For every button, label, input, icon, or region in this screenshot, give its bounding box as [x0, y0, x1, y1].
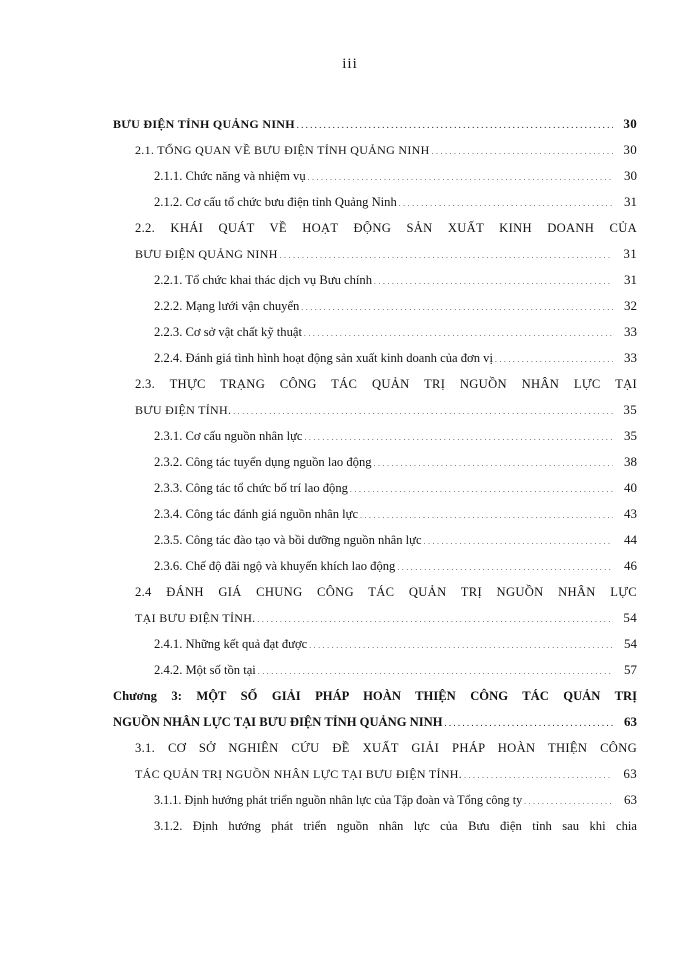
- toc-entry[interactable]: [113, 166, 637, 192]
- toc-entry[interactable]: [113, 452, 637, 478]
- toc-entry[interactable]: [113, 556, 637, 582]
- toc-entry[interactable]: [113, 608, 637, 634]
- toc-entry[interactable]: [113, 504, 637, 530]
- toc-entry[interactable]: [113, 296, 637, 322]
- toc-entry-page: 31: [624, 272, 637, 287]
- toc-entry[interactable]: [113, 114, 637, 140]
- toc-entry-title: BƯU ĐIỆN QUẢNG NINH: [135, 247, 278, 261]
- toc-entry[interactable]: [113, 270, 637, 296]
- toc-entry-page: 35: [624, 428, 637, 443]
- toc-entry-title: 2.2. KHÁI QUÁT VỀ HOẠT ĐỘNG SẢN XUẤT KINH DOANH CỦA: [135, 221, 637, 235]
- toc-entry[interactable]: [113, 478, 637, 504]
- toc-entry[interactable]: [113, 426, 637, 452]
- toc-entry-title: BƯU ĐIỆN TỈNH.: [135, 403, 232, 417]
- toc-entry-title: 2.3.4. Công tác đánh giá nguồn nhân lực: [154, 507, 359, 521]
- toc-entry-page: 31: [623, 246, 637, 261]
- toc-entry[interactable]: [113, 660, 637, 686]
- toc-entry-title: 3.1.2. Định hướng phát triển nguồn nhân lực của Bưu điện tỉnh sau khi chia: [154, 819, 637, 833]
- toc-entry-wrap[interactable]: [113, 686, 637, 712]
- toc-entry[interactable]: [113, 192, 637, 218]
- toc-entry-page: 38: [624, 454, 637, 469]
- toc-entry-page: 30: [624, 168, 637, 183]
- toc-entry-page: 54: [624, 636, 637, 651]
- toc-entry-title: 2.1.2. Cơ cấu tổ chức bưu điện tỉnh Quảng Ninh: [154, 195, 397, 209]
- toc-entry[interactable]: [113, 140, 637, 166]
- toc-entry-page: 54: [623, 610, 637, 625]
- page-number: iii: [342, 56, 358, 72]
- toc-entry-title: 3.1.1. Định hướng phát triển nguồn nhân lực của Tập đoàn và Tổng công ty: [154, 793, 523, 807]
- toc-entry-title: 2.2.3. Cơ sở vật chất kỹ thuật: [154, 325, 302, 339]
- toc-entry-title: 2.3.3. Công tác tổ chức bố trí lao động: [154, 481, 348, 495]
- toc-entry-title: 2.4.2. Một số tồn tại: [154, 663, 256, 677]
- toc-entry-title: Chương 3: MỘT SỐ GIẢI PHÁP HOÀN THIỆN CÔNG TÁC QUẢN TRỊ: [113, 689, 637, 703]
- toc-entry[interactable]: [113, 244, 637, 270]
- toc-entry-page: 31: [624, 194, 637, 209]
- toc-entry-title: 2.3.2. Công tác tuyển dụng nguồn lao động: [154, 455, 372, 469]
- toc-entry-page: 46: [624, 558, 637, 573]
- toc-entry-page: 44: [624, 532, 637, 547]
- toc-entry[interactable]: [113, 322, 637, 348]
- toc-entry-wrap[interactable]: [113, 816, 637, 842]
- toc-entry-title: 2.3. THỰC TRẠNG CÔNG TÁC QUẢN TRỊ NGUỒN NHÂN LỰC TẠI: [135, 377, 637, 391]
- toc-entry-title: 3.1. CƠ SỞ NGHIÊN CỨU ĐỀ XUẤT GIẢI PHÁP HOÀN THIỆN CÔNG: [135, 741, 637, 755]
- toc-entry-title: 2.1. TỔNG QUAN VỀ BƯU ĐIỆN TỈNH QUẢNG NINH: [135, 143, 430, 157]
- toc-entry-title: NGUỒN NHÂN LỰC TẠI BƯU ĐIỆN TỈNH QUẢNG NINH: [113, 715, 443, 729]
- toc-entry-page: 35: [623, 402, 637, 417]
- toc-entry[interactable]: [113, 400, 637, 426]
- toc-entry-wrap[interactable]: [113, 738, 637, 764]
- toc-entry-page: 63: [623, 766, 637, 781]
- toc-entry-page: 30: [623, 116, 637, 131]
- toc-entry-title: 2.2.2. Mạng lưới vận chuyển: [154, 299, 300, 313]
- toc-entry[interactable]: [113, 348, 637, 374]
- toc-entry-title: 2.2.4. Đánh giá tình hình hoạt động sản xuất kinh doanh của đơn vị: [154, 351, 493, 365]
- toc-entry-title: 2.4 ĐÁNH GIÁ CHUNG CÔNG TÁC QUẢN TRỊ NGUỒN NHÂN LỰC: [135, 585, 637, 599]
- toc-entry-page: 32: [624, 298, 637, 313]
- toc-entry-title: TÁC QUẢN TRỊ NGUỒN NHÂN LỰC TẠI BƯU ĐIỆN TỈNH.: [135, 767, 463, 781]
- toc-entry-wrap[interactable]: [113, 374, 637, 400]
- toc-entry-page: 57: [624, 662, 637, 677]
- toc-entry-page: 40: [624, 480, 637, 495]
- toc-entry-title: 2.3.5. Công tác đào tạo và bồi dưỡng nguồn nhân lực: [154, 533, 422, 547]
- toc-entry[interactable]: [113, 764, 637, 790]
- toc-entry-page: 33: [624, 324, 637, 339]
- toc-entry-page: 30: [623, 142, 637, 157]
- toc-entry-wrap[interactable]: [113, 582, 637, 608]
- toc-entry-title: 2.2.1. Tổ chức khai thác dịch vụ Bưu chính: [154, 273, 373, 287]
- toc-entry-title: 2.4.1. Những kết quả đạt được: [154, 637, 308, 651]
- toc-entry-page: 63: [624, 714, 637, 729]
- toc-entry-page: 63: [624, 792, 637, 807]
- toc-entry-wrap[interactable]: [113, 218, 637, 244]
- toc-entry[interactable]: [113, 712, 637, 738]
- toc-entry-title: 2.3.6. Chế độ đãi ngộ và khuyến khích lao động: [154, 559, 396, 573]
- toc-entry-title: 2.3.1. Cơ cấu nguồn nhân lực: [154, 429, 303, 443]
- toc-entry-page: 43: [624, 506, 637, 521]
- toc-entry-page: 33: [624, 350, 637, 365]
- toc-entry[interactable]: [113, 634, 637, 660]
- toc-entry-title: TẠI BƯU ĐIỆN TỈNH.: [135, 611, 256, 625]
- toc-entry-title: 2.1.1. Chức năng và nhiệm vụ: [154, 169, 306, 183]
- toc-entry-title: BƯU ĐIỆN TỈNH QUẢNG NINH: [113, 117, 295, 131]
- toc-entry[interactable]: [113, 790, 637, 816]
- toc-entry[interactable]: [113, 530, 637, 556]
